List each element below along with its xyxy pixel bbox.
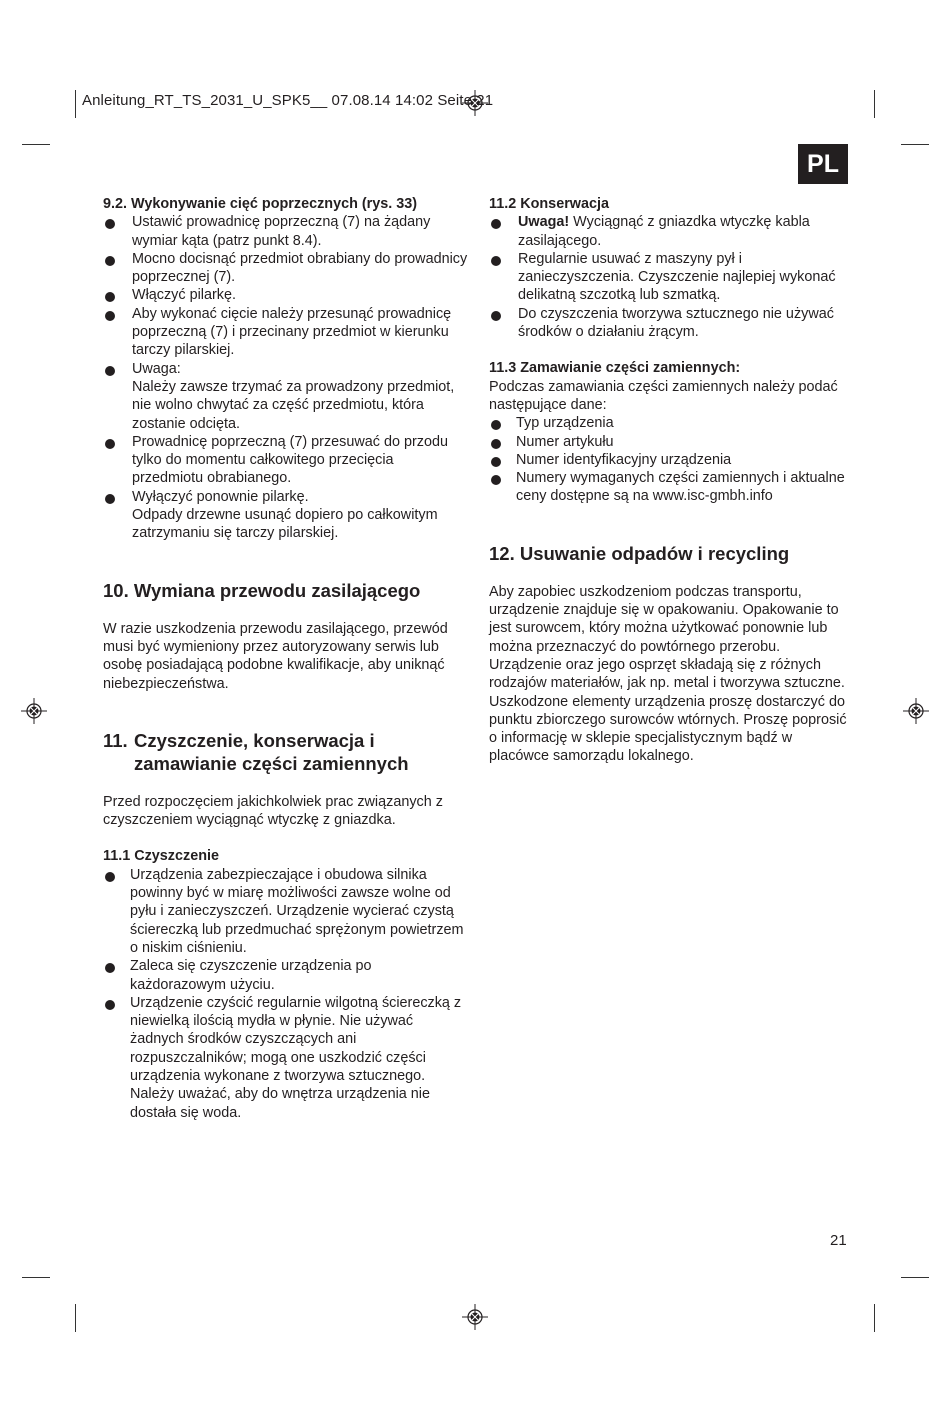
section-11-1-heading: 11.1 Czyszczenie (103, 848, 219, 865)
list-item: Urządzenia zabezpieczające i obudowa silnika powinny być w miarę możliwości zawsze wolne od pyłu i zanieczyszczeń. Urządzenie wycierać czystą ściereczką lub przedmuchać sprężonym powietrzem o niskim ciśnieniu. (103, 866, 468, 957)
list-item: Ustawić prowadnicę poprzeczną (7) na żądany wymiar kąta (patrz punkt 8.4). (103, 213, 468, 250)
crop-mark (901, 1277, 929, 1278)
section-12-text: Aby zapobiec uszkodzeniom podczas transportu, urządzenie znajduje się w opakowaniu. Opakowanie to jest surowcem, który można użytkować ponownie lub można przeznaczyć do powtórnego przerobu. Urządzenie oraz jego osprzęt składają się z różnych rodzajów materiałów, jak np. metal i tworzywa sztuczne. Uszkodzone elementy urządzenia proszę dostarczyć do punktu zbiorczego surowców wtórnych. Proszę poprosić o informację w sklepie specjalistycznym bądź w placówce samorządu lokalnego. (489, 583, 847, 765)
section-9-2-list (103, 213, 468, 542)
registration-mark-icon (21, 698, 47, 724)
list-item: Numery wymaganych części zamiennych i aktualne ceny dostępne są na www.isc-gmbh.info (489, 469, 854, 506)
section-11-3-text: Podczas zamawiania części zamiennych należy podać następujące dane: (489, 378, 838, 413)
left-column (103, 195, 468, 1122)
list-item: Numer artykułu (489, 433, 854, 451)
section-10-heading: 10. Wymiana przewodu zasilającego (103, 579, 421, 601)
list-item: Do czyszczenia tworzywa sztucznego nie używać środków o działaniu żrącym. (489, 305, 854, 342)
section-11-3-list (489, 414, 854, 505)
list-item: Numer identyfikacyjny urządzenia (489, 451, 854, 469)
list-item: Mocno docisnąć przedmiot obrabiany do prowadnicy poprzecznej (7). (103, 250, 468, 287)
warning-label: Uwaga! (518, 214, 570, 231)
list-item: Urządzenie czyścić regularnie wilgotną ściereczką z niewielką ilością mydła w płynie. Nie używać żadnych środków czyszczących ani rozpuszczalników; mogą one uszkodzić części urządzenia wykonane z tworzywa sztucznego. Należy uważać, aby do wnętrza urządzenia nie dostała się woda. (103, 994, 468, 1122)
list-item: Regularnie usuwać z maszyny pył i zanieczyszczenia. Czyszczenie najlepiej wykonać delikatną szczotką lub szmatką. (489, 250, 854, 305)
registration-mark-icon (462, 1304, 488, 1330)
crop-mark (901, 144, 929, 145)
section-11-text: Przed rozpoczęciem jakichkolwiek prac związanych z czyszczeniem wyciągnąć wtyczkę z gniazdka. (103, 793, 443, 829)
list-item: Wyłączyć ponownie pilarkę. Odpady drzewne usunąć dopiero po całkowitym zatrzymaniu się tarczy pilarskiej. (103, 488, 468, 543)
crop-mark (22, 1277, 50, 1278)
crop-mark (75, 1304, 76, 1332)
language-badge: PL (798, 144, 848, 184)
crop-mark (75, 90, 76, 118)
section-11-title: Czyszczenie, konserwacja i zamawianie części zamiennych (134, 729, 409, 774)
list-item: Aby wykonać cięcie należy przesunąć prowadnicę poprzeczną (7) i przecinany przedmiot w kierunku tarczy pilarskiej. (103, 305, 468, 360)
right-column (489, 195, 854, 766)
crop-mark (874, 1304, 875, 1332)
crop-mark (22, 144, 50, 145)
section-11-3-heading: 11.3 Zamawianie części zamiennych: (489, 360, 741, 377)
section-11-number: 11. (103, 729, 128, 751)
list-item: Prowadnicę poprzeczną (7) przesuwać do przodu tylko do momentu całkowitego przecięcia przedmiotu obrabianego. (103, 433, 468, 488)
section-9-2-heading: 9.2. Wykonywanie cięć poprzecznych (rys. 33) (103, 196, 418, 212)
list-item: Zaleca się czyszczenie urządzenia po każdorazowym użyciu. (103, 957, 468, 994)
section-11-heading (103, 729, 468, 775)
list-item: Włączyć pilarkę. (103, 286, 468, 304)
list-item: Uwaga: Należy zawsze trzymać za prowadzony przedmiot, nie wolno chwytać za część przedmiotu, która zostanie odcięta. (103, 360, 468, 433)
section-11-2-list (489, 213, 854, 341)
section-11-2-heading: 11.2 Konserwacja (489, 196, 609, 212)
list-item (489, 213, 854, 250)
section-12-heading: 12. Usuwanie odpadów i recycling (489, 542, 790, 564)
print-header: Anleitung_RT_TS_2031_U_SPK5__ 07.08.14 14:02 Seite 21 (82, 92, 494, 109)
list-item: Typ urządzenia (489, 414, 854, 432)
page-number: 21 (830, 1232, 847, 1249)
section-11-1-list (103, 866, 468, 1122)
warning-text: Wyciągnąć z gniazdka wtyczkę kabla zasilającego. (518, 214, 810, 249)
registration-mark-icon (903, 698, 929, 724)
crop-mark (874, 90, 875, 118)
section-10-text: W razie uszkodzenia przewodu zasilającego, przewód musi być wymieniony przez autoryzowany serwis lub osobę posiadającą podobne kwalifikacje, aby uniknąć niebezpieczeństwa. (103, 620, 448, 692)
